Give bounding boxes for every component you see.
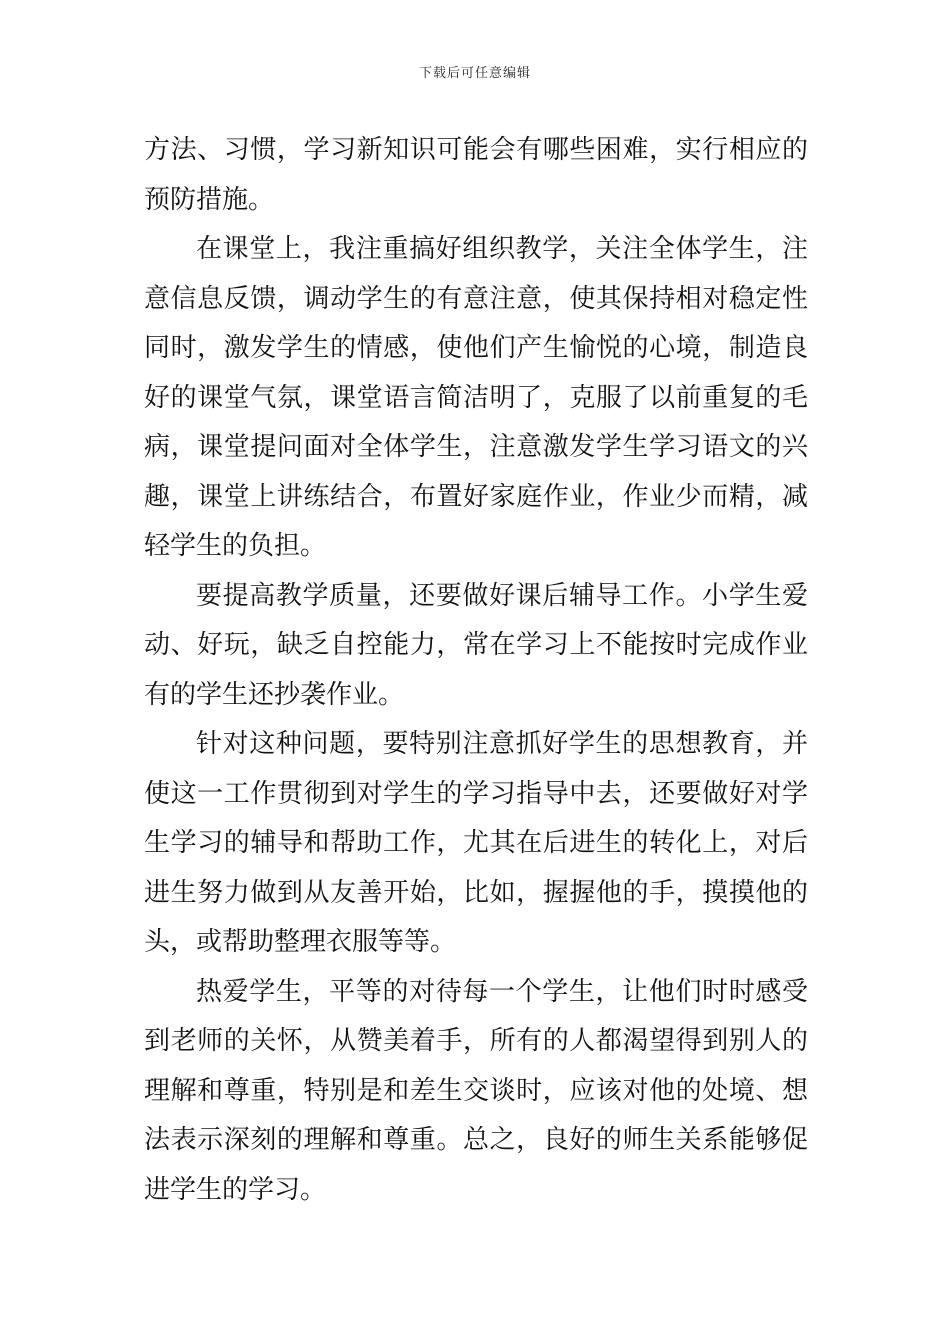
text-line: 有的学生还抄袭作业。: [144, 679, 405, 710]
text-line: 到老师的关怀，从赞美着手，所有的人都渴望得到别人的: [144, 1026, 808, 1056]
text-line: 同时，激发学生的情感，使他们产生愉悦的心境，制造良: [144, 333, 808, 363]
text-line: 进生努力做到从友善开始，比如，握握他的手，摸摸他的: [144, 877, 808, 908]
text-line: 在课堂上，我注重搞好组织教学，关注全体学生，注: [196, 234, 808, 264]
text-line: 趣，课堂上讲练结合，布置好家庭作业，作业少而精，减: [144, 481, 808, 512]
text-line: 轻学生的负担。: [144, 531, 327, 561]
text-line: 理解和尊重，特别是和差生交谈时，应该对他的处境、想: [144, 1075, 808, 1106]
text-line: 意信息反馈，调动学生的有意注意，使其保持相对稳定性: [144, 283, 808, 314]
text-line: 方法、习惯，学习新知识可能会有哪些困难，实行相应的: [144, 135, 808, 165]
document-body: [144, 126, 808, 1215]
text-line: 头，或帮助整理衣服等等。: [144, 927, 457, 957]
paragraph-2: [144, 225, 808, 572]
text-line: 热爱学生，平等的对待每一个学生，让他们时时感受: [196, 976, 808, 1007]
text-line: 进学生的学习。: [144, 1174, 327, 1205]
text-line: 动、好玩，缺乏自控能力，常在学习上不能按时完成作业: [144, 630, 808, 660]
text-line: 要提高教学质量，还要做好课后辅导工作。小学生爱: [196, 580, 808, 611]
text-line: 病，课堂提问面对全体学生，注意激发学生学习语文的兴: [144, 432, 808, 462]
paragraph-1: [144, 126, 808, 225]
paragraph-4: [144, 720, 808, 968]
text-line: 好的课堂气氛，课堂语言简洁明了，克服了以前重复的毛: [144, 382, 808, 413]
text-line: 针对这种问题，要特别注意抓好学生的思想教育，并: [196, 729, 808, 759]
text-line: 使这一工作贯彻到对学生的学习指导中去，还要做好对学: [144, 778, 808, 809]
text-line: 法表示深刻的理解和尊重。总之，良好的师生关系能够促: [144, 1125, 808, 1155]
text-line: 预防措施。: [144, 184, 275, 215]
paragraph-5: [144, 968, 808, 1216]
text-line: 生学习的辅导和帮助工作，尤其在后进生的转化上，对后: [144, 828, 808, 858]
page-header: 下载后可任意编辑: [418, 66, 531, 81]
paragraph-3: [144, 572, 808, 721]
